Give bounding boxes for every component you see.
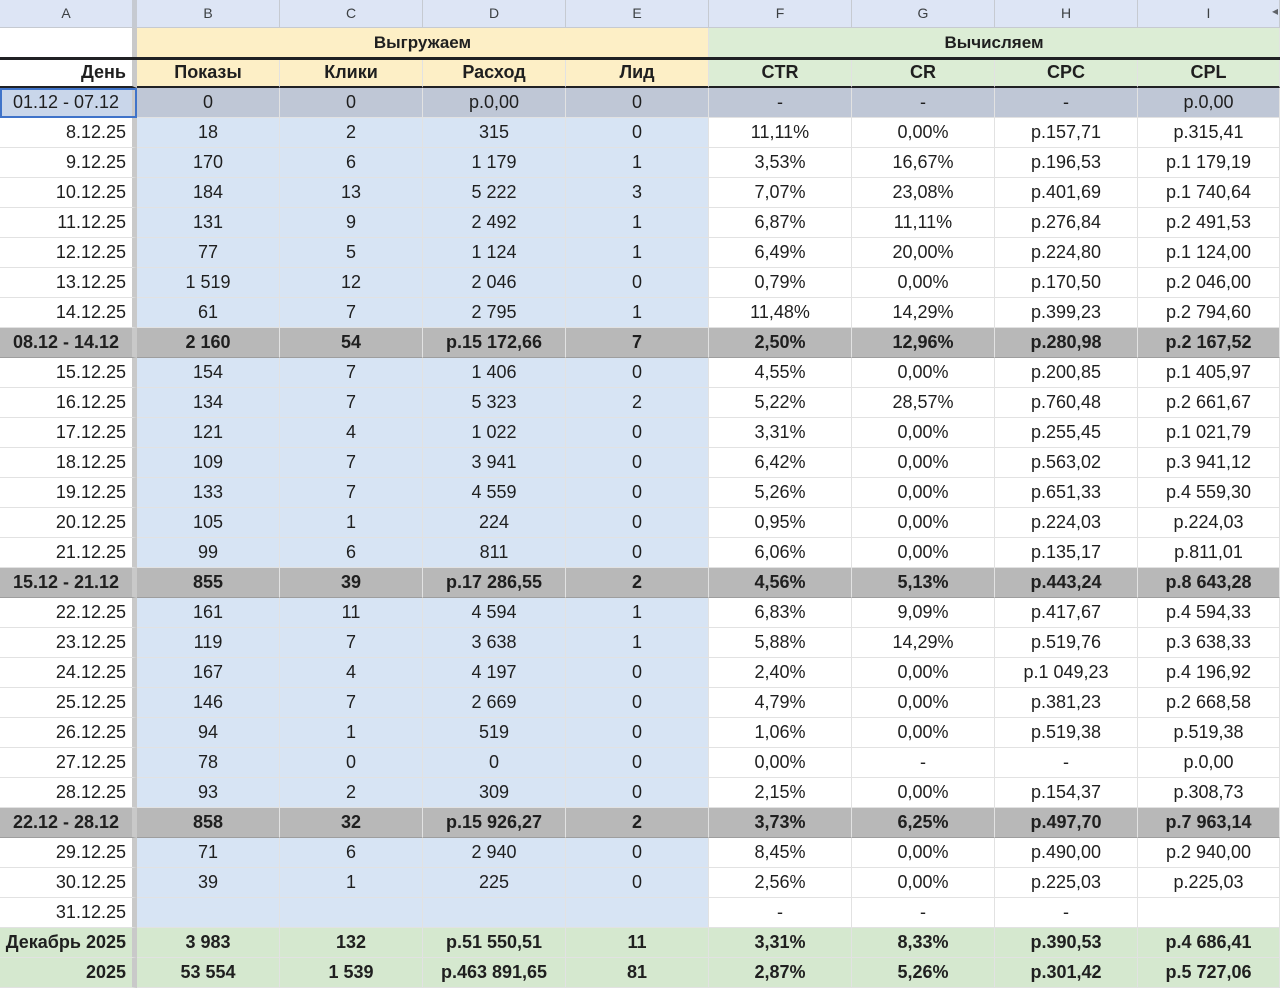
table-cell[interactable]: р.17 286,55 [423, 568, 566, 598]
table-cell[interactable]: 1 124 [423, 238, 566, 268]
table-cell[interactable]: р.276,84 [995, 208, 1138, 238]
table-cell[interactable]: 225 [423, 868, 566, 898]
date-cell[interactable]: 13.12.25 [0, 268, 137, 298]
column-header-e[interactable]: E [566, 0, 709, 28]
table-cell[interactable]: 14,29% [852, 628, 995, 658]
table-cell[interactable]: 6,83% [709, 598, 852, 628]
table-cell[interactable]: 858 [137, 808, 280, 838]
date-cell[interactable]: 19.12.25 [0, 478, 137, 508]
table-cell[interactable]: р.196,53 [995, 148, 1138, 178]
table-cell[interactable]: 6,42% [709, 448, 852, 478]
table-cell[interactable]: 0 [566, 748, 709, 778]
table-cell[interactable]: 14,29% [852, 298, 995, 328]
table-cell[interactable]: 7 [280, 448, 423, 478]
table-cell[interactable]: 61 [137, 298, 280, 328]
table-cell[interactable]: 0 [566, 718, 709, 748]
table-cell[interactable]: 5 [280, 238, 423, 268]
table-cell[interactable]: 4 197 [423, 658, 566, 688]
column-header-c[interactable]: C [280, 0, 423, 28]
table-cell[interactable]: р.1 740,64 [1138, 178, 1280, 208]
table-cell[interactable]: - [852, 88, 995, 118]
table-cell[interactable]: р.315,41 [1138, 118, 1280, 148]
table-cell[interactable]: 0,00% [852, 478, 995, 508]
period-label-cell[interactable]: 01.12 - 07.12 [0, 88, 137, 118]
table-cell[interactable]: 1 406 [423, 358, 566, 388]
table-cell[interactable]: 39 [280, 568, 423, 598]
table-cell[interactable]: р.225,03 [995, 868, 1138, 898]
header-col-e: Лид [566, 58, 709, 88]
table-cell[interactable]: 3,73% [709, 808, 852, 838]
table-cell[interactable]: 5,22% [709, 388, 852, 418]
table-cell[interactable]: 7 [280, 688, 423, 718]
table-cell[interactable]: - [709, 88, 852, 118]
table-cell[interactable]: 2,15% [709, 778, 852, 808]
table-cell[interactable]: 53 554 [137, 958, 280, 988]
table-cell[interactable]: р.1 405,97 [1138, 358, 1280, 388]
table-cell[interactable]: 11,48% [709, 298, 852, 328]
table-cell[interactable]: 2 160 [137, 328, 280, 358]
table-cell[interactable]: 5,13% [852, 568, 995, 598]
table-cell[interactable]: 2 492 [423, 208, 566, 238]
table-cell[interactable]: 1 [280, 508, 423, 538]
table-cell[interactable]: 1 [280, 868, 423, 898]
table-cell[interactable]: 77 [137, 238, 280, 268]
table-cell[interactable]: 2 669 [423, 688, 566, 718]
table-cell[interactable]: 6,49% [709, 238, 852, 268]
table-cell[interactable]: 9 [280, 208, 423, 238]
table-cell[interactable]: р.760,48 [995, 388, 1138, 418]
table-cell[interactable]: 11,11% [709, 118, 852, 148]
table-cell[interactable]: 5 222 [423, 178, 566, 208]
table-cell[interactable]: 1 [280, 718, 423, 748]
table-cell[interactable]: 315 [423, 118, 566, 148]
group-header-export: Выгружаем [137, 28, 709, 58]
table-cell[interactable]: 0,00% [852, 118, 995, 148]
table-cell[interactable]: 0 [566, 88, 709, 118]
table-cell[interactable]: 1,06% [709, 718, 852, 748]
table-cell[interactable]: 7,07% [709, 178, 852, 208]
table-cell[interactable]: 1 519 [137, 268, 280, 298]
table-cell[interactable]: р.8 643,28 [1138, 568, 1280, 598]
table-cell[interactable]: 18 [137, 118, 280, 148]
table-cell[interactable]: 11 [566, 928, 709, 958]
table-cell[interactable]: 2 046 [423, 268, 566, 298]
table-cell[interactable]: 4,56% [709, 568, 852, 598]
date-cell[interactable]: 20.12.25 [0, 508, 137, 538]
table-cell[interactable]: - [852, 898, 995, 928]
date-cell[interactable]: 25.12.25 [0, 688, 137, 718]
table-cell[interactable]: 0,00% [852, 448, 995, 478]
table-cell[interactable]: 4 594 [423, 598, 566, 628]
cell-a2[interactable] [0, 28, 137, 58]
table-cell[interactable]: 167 [137, 658, 280, 688]
table-cell[interactable]: 0 [566, 538, 709, 568]
date-cell[interactable]: 17.12.25 [0, 418, 137, 448]
table-cell[interactable]: р.200,85 [995, 358, 1138, 388]
table-cell[interactable]: р.51 550,51 [423, 928, 566, 958]
table-cell[interactable]: 0 [566, 448, 709, 478]
table-cell[interactable]: 0 [566, 118, 709, 148]
date-cell[interactable]: 28.12.25 [0, 778, 137, 808]
period-label-cell[interactable]: 2025 [0, 958, 137, 988]
table-cell[interactable]: р.4 559,30 [1138, 478, 1280, 508]
table-cell[interactable]: 0,00% [852, 688, 995, 718]
date-cell[interactable]: 11.12.25 [0, 208, 137, 238]
period-label-cell[interactable]: Декабрь 2025 [0, 928, 137, 958]
table-cell[interactable]: 184 [137, 178, 280, 208]
table-cell[interactable]: 0 [280, 88, 423, 118]
frozen-rows-divider[interactable] [0, 57, 1280, 60]
table-cell[interactable]: 0 [280, 748, 423, 778]
table-cell[interactable]: 16,67% [852, 148, 995, 178]
table-cell[interactable]: р.0,00 [423, 88, 566, 118]
group-header-computed: Вычисляем [709, 28, 1280, 58]
date-cell[interactable]: 8.12.25 [0, 118, 137, 148]
table-cell[interactable]: - [995, 748, 1138, 778]
table-cell[interactable]: р.0,00 [1138, 748, 1280, 778]
scroll-right-icon[interactable]: ◂ [1271, 4, 1278, 18]
date-cell[interactable]: 12.12.25 [0, 238, 137, 268]
table-cell[interactable]: 7 [280, 628, 423, 658]
table-cell[interactable] [1138, 898, 1280, 928]
table-cell[interactable]: р.519,38 [1138, 718, 1280, 748]
table-cell[interactable]: 8,45% [709, 838, 852, 868]
table-cell[interactable]: 2 [280, 778, 423, 808]
table-cell[interactable]: 6,25% [852, 808, 995, 838]
table-cell[interactable]: р.224,03 [1138, 508, 1280, 538]
table-cell[interactable]: р.2 794,60 [1138, 298, 1280, 328]
table-cell[interactable]: 81 [566, 958, 709, 988]
table-cell[interactable]: 131 [137, 208, 280, 238]
table-cell[interactable]: 0 [566, 658, 709, 688]
table-cell[interactable]: р.3 638,33 [1138, 628, 1280, 658]
table-cell[interactable]: р.563,02 [995, 448, 1138, 478]
column-header-h[interactable]: H [995, 0, 1138, 28]
table-cell[interactable]: 0 [566, 418, 709, 448]
table-cell[interactable]: р.2 491,53 [1138, 208, 1280, 238]
table-cell[interactable]: 1 022 [423, 418, 566, 448]
column-header-b[interactable]: B [137, 0, 280, 28]
table-cell[interactable]: 6,06% [709, 538, 852, 568]
period-label-cell[interactable]: 22.12 - 28.12 [0, 808, 137, 838]
table-cell[interactable]: 7 [280, 298, 423, 328]
table-cell[interactable]: 0 [566, 838, 709, 868]
date-cell[interactable]: 21.12.25 [0, 538, 137, 568]
table-cell[interactable]: - [709, 898, 852, 928]
table-cell[interactable]: р.224,03 [995, 508, 1138, 538]
table-cell[interactable]: 3 983 [137, 928, 280, 958]
table-cell[interactable]: 0,79% [709, 268, 852, 298]
date-cell[interactable]: 29.12.25 [0, 838, 137, 868]
table-cell[interactable]: р.2 661,67 [1138, 388, 1280, 418]
table-cell[interactable]: 2,56% [709, 868, 852, 898]
table-cell[interactable]: р.1 124,00 [1138, 238, 1280, 268]
table-cell[interactable]: р.170,50 [995, 268, 1138, 298]
table-cell[interactable]: р.811,01 [1138, 538, 1280, 568]
table-cell[interactable]: 119 [137, 628, 280, 658]
table-cell[interactable]: 1 539 [280, 958, 423, 988]
table-cell[interactable]: 0 [566, 508, 709, 538]
table-cell[interactable]: р.490,00 [995, 838, 1138, 868]
table-cell[interactable]: 32 [280, 808, 423, 838]
table-cell[interactable]: р.224,80 [995, 238, 1138, 268]
table-cell[interactable]: р.651,33 [995, 478, 1138, 508]
table-cell[interactable]: 224 [423, 508, 566, 538]
table-cell[interactable]: 0,00% [852, 538, 995, 568]
table-cell[interactable]: р.1 021,79 [1138, 418, 1280, 448]
header-col-b: Показы [137, 58, 280, 88]
table-cell[interactable]: 4 [280, 418, 423, 448]
table-cell[interactable]: р.4 594,33 [1138, 598, 1280, 628]
date-cell[interactable]: 30.12.25 [0, 868, 137, 898]
table-cell[interactable]: р.15 926,27 [423, 808, 566, 838]
table-cell[interactable]: 0 [566, 478, 709, 508]
table-cell[interactable]: 78 [137, 748, 280, 778]
table-cell[interactable]: 5,26% [852, 958, 995, 988]
table-cell[interactable]: 2 [566, 388, 709, 418]
table-cell[interactable]: р.4 686,41 [1138, 928, 1280, 958]
header-col-i: CPL [1138, 58, 1280, 88]
table-cell[interactable]: 0,00% [852, 778, 995, 808]
table-cell[interactable]: 0 [566, 358, 709, 388]
table-cell[interactable]: 4 [280, 658, 423, 688]
table-cell[interactable]: 2 [280, 118, 423, 148]
date-cell[interactable]: 18.12.25 [0, 448, 137, 478]
table-cell[interactable]: - [995, 88, 1138, 118]
table-cell[interactable]: 7 [280, 388, 423, 418]
date-cell[interactable]: 16.12.25 [0, 388, 137, 418]
header-col-h: CPC [995, 58, 1138, 88]
table-cell[interactable]: 170 [137, 148, 280, 178]
table-cell[interactable]: 2,40% [709, 658, 852, 688]
table-cell[interactable]: 7 [280, 358, 423, 388]
table-cell[interactable]: 1 [566, 238, 709, 268]
table-cell[interactable]: 6 [280, 538, 423, 568]
table-cell[interactable]: 0 [137, 88, 280, 118]
date-cell[interactable]: 9.12.25 [0, 148, 137, 178]
table-cell[interactable]: р.463 891,65 [423, 958, 566, 988]
table-cell[interactable]: р.519,38 [995, 718, 1138, 748]
table-cell[interactable]: 1 [566, 598, 709, 628]
table-cell[interactable]: 0,95% [709, 508, 852, 538]
table-cell[interactable]: 133 [137, 478, 280, 508]
table-cell[interactable]: 12 [280, 268, 423, 298]
date-cell[interactable]: 31.12.25 [0, 898, 137, 928]
table-cell[interactable]: 0,00% [852, 838, 995, 868]
date-cell[interactable]: 15.12.25 [0, 358, 137, 388]
table-cell[interactable]: 5 323 [423, 388, 566, 418]
table-cell[interactable]: 6 [280, 148, 423, 178]
table-cell[interactable]: 3 [566, 178, 709, 208]
header-col-c: Клики [280, 58, 423, 88]
table-cell[interactable]: р.154,37 [995, 778, 1138, 808]
table-cell[interactable]: р.417,67 [995, 598, 1138, 628]
table-cell[interactable]: 11 [280, 598, 423, 628]
table-cell[interactable]: 2,50% [709, 328, 852, 358]
table-cell[interactable]: 1 [566, 298, 709, 328]
table-cell[interactable]: 4,55% [709, 358, 852, 388]
table-cell[interactable]: р.2 668,58 [1138, 688, 1280, 718]
table-cell[interactable]: 121 [137, 418, 280, 448]
table-cell[interactable]: 11,11% [852, 208, 995, 238]
table-cell[interactable]: р.2 167,52 [1138, 328, 1280, 358]
table-cell[interactable]: 1 [566, 208, 709, 238]
table-cell[interactable]: 5,26% [709, 478, 852, 508]
table-cell[interactable]: 5,88% [709, 628, 852, 658]
date-cell[interactable]: 14.12.25 [0, 298, 137, 328]
period-label-cell[interactable]: 15.12 - 21.12 [0, 568, 137, 598]
table-cell[interactable]: р.255,45 [995, 418, 1138, 448]
table-cell[interactable]: р.301,42 [995, 958, 1138, 988]
table-cell[interactable]: р.225,03 [1138, 868, 1280, 898]
date-cell[interactable]: 26.12.25 [0, 718, 137, 748]
table-cell[interactable]: 6 [280, 838, 423, 868]
table-cell[interactable]: р.157,71 [995, 118, 1138, 148]
table-cell[interactable]: р.0,00 [1138, 88, 1280, 118]
table-cell[interactable]: 3,53% [709, 148, 852, 178]
table-cell[interactable]: р.1 179,19 [1138, 148, 1280, 178]
column-header-f[interactable]: F [709, 0, 852, 28]
table-cell[interactable]: 94 [137, 718, 280, 748]
table-cell[interactable]: 7 [280, 478, 423, 508]
table-cell[interactable]: 132 [280, 928, 423, 958]
table-cell[interactable]: р.2 940,00 [1138, 838, 1280, 868]
date-cell[interactable]: 23.12.25 [0, 628, 137, 658]
table-cell[interactable]: р.401,69 [995, 178, 1138, 208]
column-header-i[interactable]: I [1138, 0, 1280, 28]
table-cell[interactable]: 0,00% [852, 718, 995, 748]
table-cell[interactable]: 0,00% [852, 508, 995, 538]
column-header-d[interactable]: D [423, 0, 566, 28]
table-cell[interactable]: 13 [280, 178, 423, 208]
table-cell[interactable]: 0 [423, 748, 566, 778]
date-cell[interactable]: 24.12.25 [0, 658, 137, 688]
date-cell[interactable]: 10.12.25 [0, 178, 137, 208]
table-cell[interactable]: 1 [566, 148, 709, 178]
table-cell[interactable]: 0 [566, 868, 709, 898]
table-cell[interactable] [566, 898, 709, 928]
table-cell[interactable]: 28,57% [852, 388, 995, 418]
table-cell[interactable]: 6,87% [709, 208, 852, 238]
table-cell[interactable]: р.399,23 [995, 298, 1138, 328]
table-cell[interactable]: 0 [566, 778, 709, 808]
table-cell[interactable]: 99 [137, 538, 280, 568]
table-cell[interactable]: 0,00% [852, 418, 995, 448]
table-cell[interactable]: 309 [423, 778, 566, 808]
table-cell[interactable]: 20,00% [852, 238, 995, 268]
table-cell[interactable]: 2,87% [709, 958, 852, 988]
period-label-cell[interactable]: 08.12 - 14.12 [0, 328, 137, 358]
table-cell[interactable]: 0 [566, 688, 709, 718]
table-cell[interactable]: р.280,98 [995, 328, 1138, 358]
table-cell[interactable]: р.443,24 [995, 568, 1138, 598]
table-cell[interactable]: р.390,53 [995, 928, 1138, 958]
header-day: День [0, 58, 137, 88]
table-cell[interactable]: 811 [423, 538, 566, 568]
table-cell[interactable]: 2 [566, 568, 709, 598]
header-col-g: CR [852, 58, 995, 88]
table-cell[interactable]: р.4 196,92 [1138, 658, 1280, 688]
table-cell[interactable]: 519 [423, 718, 566, 748]
table-cell[interactable]: 2 795 [423, 298, 566, 328]
date-cell[interactable]: 27.12.25 [0, 748, 137, 778]
header-col-f: CTR [709, 58, 852, 88]
table-cell[interactable] [423, 898, 566, 928]
table-cell[interactable]: - [852, 748, 995, 778]
table-cell[interactable]: р.381,23 [995, 688, 1138, 718]
table-cell[interactable]: р.1 049,23 [995, 658, 1138, 688]
table-cell[interactable]: 7 [566, 328, 709, 358]
table-cell[interactable]: - [995, 898, 1138, 928]
date-cell[interactable]: 22.12.25 [0, 598, 137, 628]
table-cell[interactable]: р.3 941,12 [1138, 448, 1280, 478]
table-cell[interactable]: р.308,73 [1138, 778, 1280, 808]
table-cell[interactable]: 0,00% [852, 868, 995, 898]
table-cell[interactable]: р.7 963,14 [1138, 808, 1280, 838]
table-cell[interactable]: 4,79% [709, 688, 852, 718]
table-cell[interactable]: 3 941 [423, 448, 566, 478]
table-cell[interactable] [137, 898, 280, 928]
table-cell[interactable]: 39 [137, 868, 280, 898]
table-cell[interactable]: р.497,70 [995, 808, 1138, 838]
table-cell[interactable]: 154 [137, 358, 280, 388]
table-cell[interactable]: 3,31% [709, 928, 852, 958]
table-cell[interactable]: 71 [137, 838, 280, 868]
table-cell[interactable]: 3 638 [423, 628, 566, 658]
table-cell[interactable]: р.135,17 [995, 538, 1138, 568]
table-cell[interactable]: 3,31% [709, 418, 852, 448]
header-col-d: Расход [423, 58, 566, 88]
column-header-g[interactable]: G [852, 0, 995, 28]
table-cell[interactable]: 0,00% [852, 268, 995, 298]
table-cell[interactable]: 1 [566, 628, 709, 658]
table-cell[interactable] [280, 898, 423, 928]
table-cell[interactable]: 23,08% [852, 178, 995, 208]
table-cell[interactable]: р.15 172,66 [423, 328, 566, 358]
table-cell[interactable]: р.519,76 [995, 628, 1138, 658]
table-cell[interactable]: р.2 046,00 [1138, 268, 1280, 298]
table-cell[interactable]: 2 940 [423, 838, 566, 868]
table-cell[interactable]: 9,09% [852, 598, 995, 628]
table-cell[interactable]: 93 [137, 778, 280, 808]
table-cell[interactable]: 0 [566, 268, 709, 298]
table-cell[interactable]: 134 [137, 388, 280, 418]
table-cell[interactable]: 0,00% [852, 658, 995, 688]
column-header-a[interactable]: A [0, 0, 137, 28]
table-cell[interactable]: 12,96% [852, 328, 995, 358]
table-cell[interactable]: 54 [280, 328, 423, 358]
table-cell[interactable]: 105 [137, 508, 280, 538]
table-cell[interactable]: 4 559 [423, 478, 566, 508]
table-cell[interactable]: 109 [137, 448, 280, 478]
table-cell[interactable]: 0,00% [852, 358, 995, 388]
table-cell[interactable]: 146 [137, 688, 280, 718]
table-cell[interactable]: р.5 727,06 [1138, 958, 1280, 988]
table-cell[interactable]: 2 [566, 808, 709, 838]
table-cell[interactable]: 161 [137, 598, 280, 628]
table-cell[interactable]: 1 179 [423, 148, 566, 178]
table-cell[interactable]: 0,00% [709, 748, 852, 778]
table-cell[interactable]: 855 [137, 568, 280, 598]
table-cell[interactable]: 8,33% [852, 928, 995, 958]
